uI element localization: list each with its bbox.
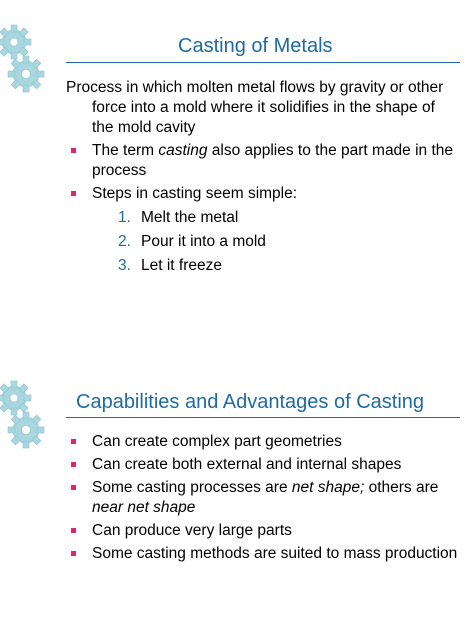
square-bullet-icon (71, 462, 76, 467)
step-text: Pour it into a mold (141, 233, 266, 250)
step-item (92, 232, 460, 252)
bullet-text: Some casting methods are suited to mass production (92, 545, 458, 562)
bullet-text-emphasis: net shape; (291, 479, 365, 496)
bullet-item (66, 521, 460, 541)
step-number: 1. (118, 209, 131, 226)
bullet-item (66, 455, 460, 475)
bullet-text: Steps in casting seem simple: (92, 185, 298, 202)
bullet-text-middle: others are (364, 479, 439, 496)
square-bullet-icon (71, 191, 76, 196)
step-number: 2. (118, 233, 131, 250)
bullet-item (66, 432, 460, 452)
slide-body (66, 78, 460, 280)
title-divider (66, 62, 460, 63)
title-divider (66, 417, 460, 418)
bullet-text: Can produce very large parts (92, 522, 292, 539)
bullet-item (66, 478, 460, 518)
bullet-text-emphasis: near net shape (92, 499, 196, 516)
slide-title: Casting of Metals (178, 35, 333, 57)
step-item (92, 256, 460, 276)
bullet-text-after: also applies to the part made in the process (92, 142, 454, 179)
step-number: 3. (118, 257, 131, 274)
bullet-text-emphasis: casting (158, 142, 208, 159)
gear-cluster-icon (0, 374, 52, 462)
square-bullet-icon (71, 528, 76, 533)
step-text: Let it freeze (141, 257, 222, 274)
steps-list (92, 208, 460, 276)
bullet-item (66, 184, 460, 276)
bullet-text-before: The term (92, 142, 159, 159)
step-text: Melt the metal (141, 209, 239, 226)
bullet-item (66, 544, 460, 564)
intro-paragraph: Process in which molten metal flows by gravity or other force into a mold where it solidifies in the shape of the mold cavity (66, 79, 444, 136)
square-bullet-icon (71, 551, 76, 556)
step-item (92, 208, 460, 228)
square-bullet-icon (71, 439, 76, 444)
bullet-list (66, 141, 460, 276)
slide-capabilities-and-advantages (0, 316, 474, 632)
bullet-item (66, 141, 460, 181)
bullet-list (66, 432, 460, 564)
square-bullet-icon (71, 148, 76, 153)
gear-cluster-icon (0, 18, 52, 106)
slide-body (66, 432, 460, 567)
slide-title: Capabilities and Advantages of Casting (76, 391, 425, 413)
square-bullet-icon (71, 485, 76, 490)
bullet-text-before: Some casting processes are (92, 479, 292, 496)
bullet-text: Can create both external and internal shapes (92, 456, 402, 473)
bullet-text: Can create complex part geometries (92, 433, 342, 450)
